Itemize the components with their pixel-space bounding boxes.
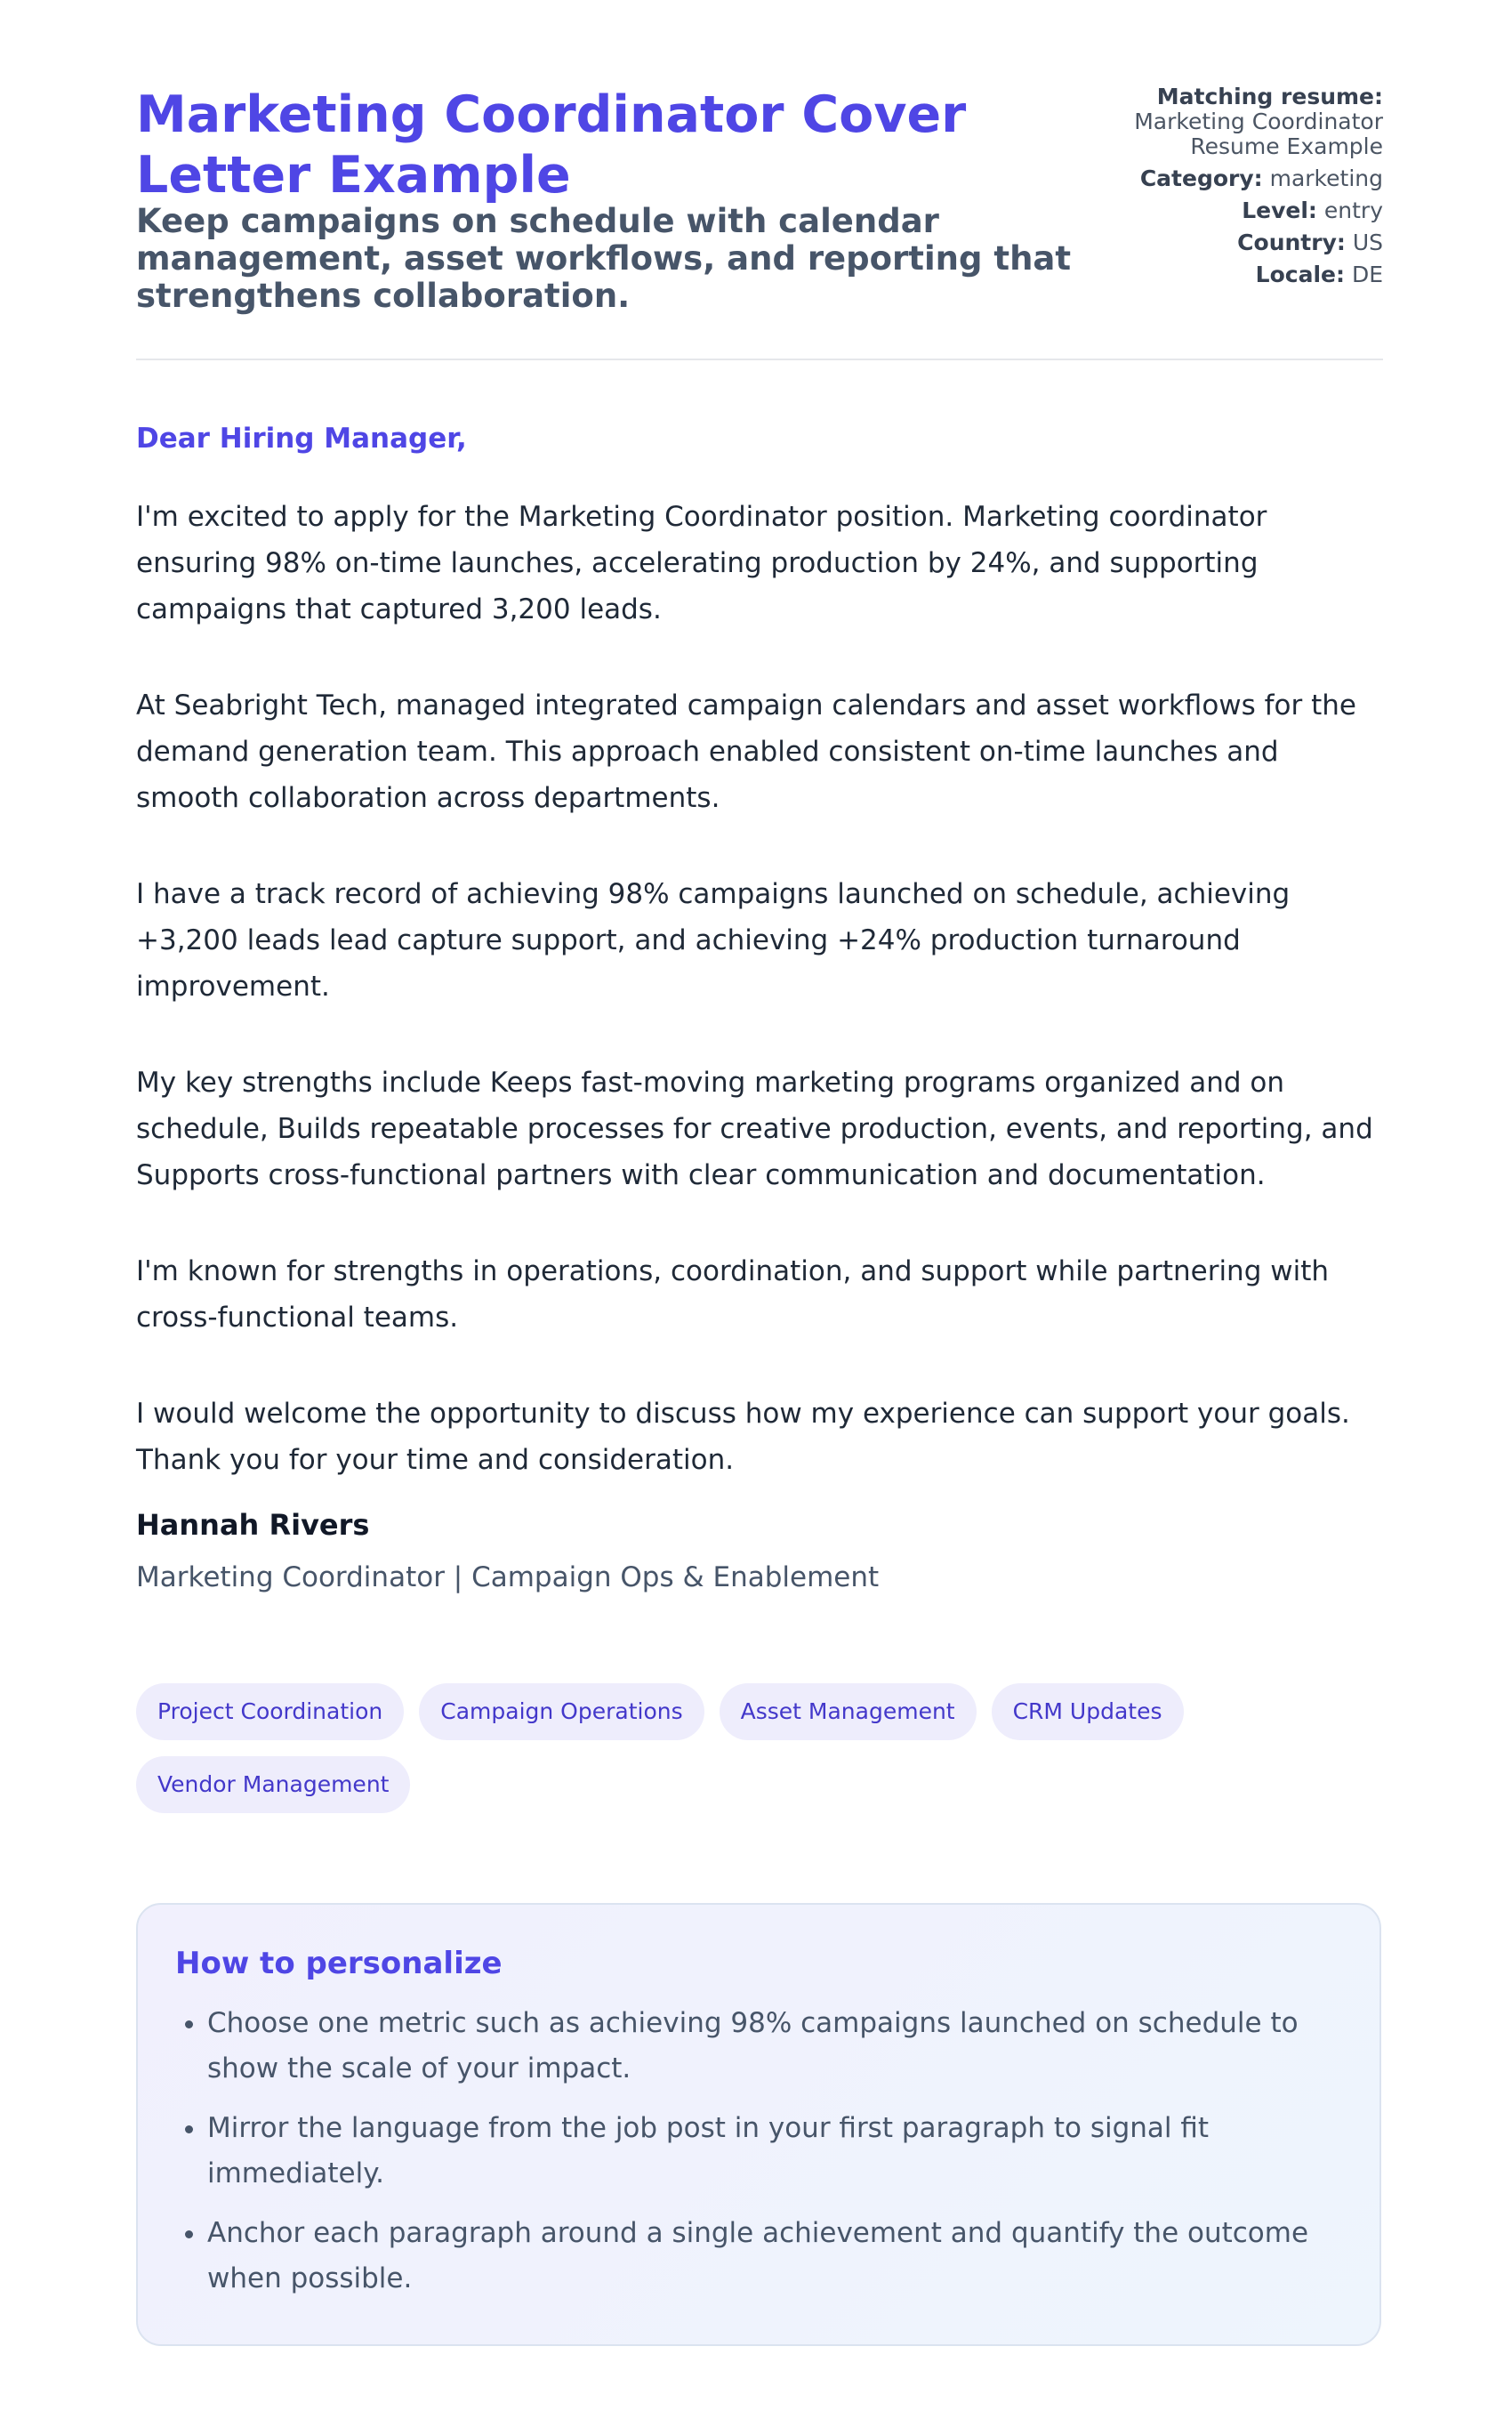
matching-resume bbox=[1081, 85, 1383, 159]
matching-resume-link[interactable]: Marketing Coordinator Resume Example bbox=[1134, 109, 1383, 159]
skill-tag: Vendor Management bbox=[136, 1756, 410, 1813]
cover-letter-page bbox=[136, 84, 1383, 2294]
skill-tags bbox=[136, 1683, 1203, 1813]
meta-panel bbox=[1081, 85, 1383, 294]
tip-item: • Anchor each paragraph around a single achievement and quantify the outcome when possible. bbox=[207, 2211, 1372, 2302]
meta-locale-label: Locale: bbox=[1255, 262, 1345, 287]
tip-item: • Mirror the language from the job post in your first paragraph to signal fit immediately. bbox=[207, 2106, 1372, 2197]
signature-name: Hannah Rivers bbox=[136, 1508, 370, 1542]
page-subtitle: Keep campaigns on schedule with calendar management, asset workflows, and reporting that strengthens collaboration. bbox=[136, 202, 1072, 315]
meta-category-value: marketing bbox=[1269, 165, 1383, 191]
skill-tag: CRM Updates bbox=[992, 1683, 1184, 1740]
letter-greeting: Dear Hiring Manager, bbox=[136, 423, 467, 455]
letter-body bbox=[136, 494, 1383, 1533]
letter-paragraph: I would welcome the opportunity to discuss how my experience can support your goals. Thank you for your time and consideration. bbox=[136, 1398, 1350, 1476]
skill-tag: Project Coordination bbox=[136, 1683, 404, 1740]
meta-locale-value: DE bbox=[1351, 262, 1383, 287]
meta-level-value: entry bbox=[1323, 198, 1383, 223]
meta-country bbox=[1081, 230, 1383, 255]
personalize-tips-box bbox=[136, 1903, 1381, 2346]
tips-title: How to personalize bbox=[175, 1946, 503, 1981]
letter-paragraph: At Seabright Tech, managed integrated campaign calendars and asset workflows for the demand generation team. This approach enabled consistent on-time launches and smooth collaboration across departments. bbox=[136, 689, 1356, 814]
signature-role: Marketing Coordinator | Campaign Ops & Enablement bbox=[136, 1561, 880, 1593]
header-divider bbox=[136, 359, 1383, 360]
tip-item: • Choose one metric such as achieving 98% campaigns launched on schedule to show the scale of your impact. bbox=[207, 2001, 1372, 2092]
meta-category bbox=[1081, 166, 1383, 191]
tips-list bbox=[175, 2001, 1372, 2316]
meta-category-label: Category: bbox=[1139, 165, 1263, 191]
letter-paragraph: I have a track record of achieving 98% campaigns launched on schedule, achieving +3,200 leads lead capture support, and achieving +24% production turnaround improvement. bbox=[136, 878, 1291, 1003]
meta-level bbox=[1081, 198, 1383, 223]
skill-tag: Campaign Operations bbox=[419, 1683, 704, 1740]
skill-tag: Asset Management bbox=[720, 1683, 977, 1740]
letter-paragraph: My key strengths include Keeps fast-moving marketing programs organized and on schedule, Builds repeatable processes for creative production, events, and reporting, and Supports cross-functional partners with clear communication and documentation. bbox=[136, 1067, 1373, 1191]
page-header bbox=[136, 85, 1383, 360]
letter-paragraph: I'm excited to apply for the Marketing Coordinator position. Marketing coordinator ensuring 98% on-time launches, accelerating production by 24%, and supporting campaigns that captured 3,200 leads. bbox=[136, 501, 1267, 625]
meta-level-label: Level: bbox=[1242, 198, 1317, 223]
page-title: Marketing Coordinator Cover Letter Example bbox=[136, 85, 967, 205]
meta-country-label: Country: bbox=[1237, 230, 1346, 255]
meta-country-value: US bbox=[1352, 230, 1383, 255]
matching-resume-label: Matching resume: bbox=[1156, 84, 1383, 109]
letter-paragraph: I'm known for strengths in operations, coordination, and support while partnering with cross-functional teams. bbox=[136, 1255, 1330, 1334]
meta-locale bbox=[1081, 262, 1383, 287]
